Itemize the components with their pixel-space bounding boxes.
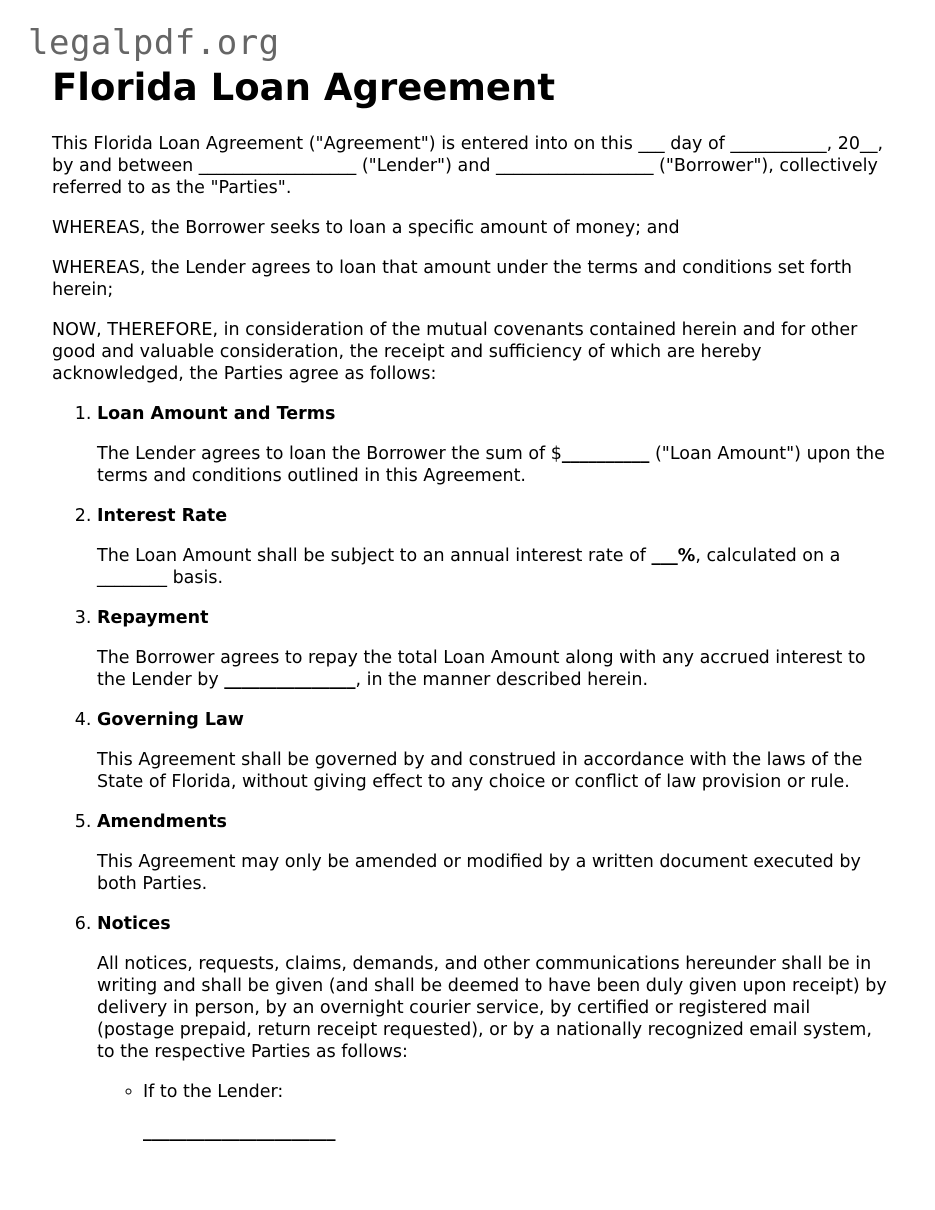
page-title: Florida Loan Agreement: [52, 66, 556, 109]
section-governing-law: [97, 709, 892, 793]
section-body: This Agreement may only be amended or modified by a written document executed by both Parties.: [97, 852, 861, 894]
contact-label: If to the Lender:: [143, 1082, 284, 1102]
loan-amount-blank: __________: [561, 444, 650, 464]
lender-address-blank: ______________________: [143, 1122, 336, 1142]
notice-contacts-list: [97, 1081, 892, 1143]
section-body: [97, 443, 892, 487]
body-text: The Lender agrees to loan the Borrower the sum of $: [97, 444, 562, 464]
list-item: [143, 1081, 892, 1143]
section-title: Governing Law: [97, 710, 244, 730]
watermark: legalpdf.org: [28, 23, 280, 63]
section-amendments: [97, 811, 892, 895]
section-interest-rate: [97, 505, 892, 589]
whereas-paragraph-1: WHEREAS, the Borrower seeks to loan a specific amount of money; and: [52, 218, 680, 238]
body-text: The Borrower agrees to repay the total Loan Amount along with any accrued interest to the Lender by: [97, 648, 866, 690]
section-title: Loan Amount and Terms: [97, 404, 336, 424]
section-body: This Agreement shall be governed by and construed in accordance with the laws of the State of Florida, without giving effect to any choice or conflict of law provision or rule.: [97, 750, 863, 792]
body-text: ("Loan Amount") upon the terms and conditions outlined in this Agreement.: [97, 444, 885, 486]
body-text: The Loan Amount shall be subject to an annual interest rate of: [97, 546, 652, 566]
section-loan-amount: [97, 403, 892, 487]
section-title: Notices: [97, 914, 171, 934]
section-title: Amendments: [97, 812, 227, 832]
sections-list: [52, 403, 892, 1143]
section-title: Interest Rate: [97, 506, 228, 526]
intro-paragraph: This Florida Loan Agreement ("Agreement") is entered into on this ___ day of ___________, 20__, by and between __________________ ("Lender") and __________________ ("Borrower"), collectively referred to as the "Parties".: [52, 134, 884, 198]
repayment-date-blank: _______________: [224, 670, 356, 690]
section-body: All notices, requests, claims, demands, and other communications hereunder shall be in writing and shall be given (and shall be deemed to have been duly given upon receipt) by delivery in person, by an overnight courier service, by certified or registered mail (postage prepaid, return receipt requested), or by a nationally recognized email system, to the respective Parties as follows:: [97, 954, 887, 1062]
section-body: [97, 545, 892, 589]
section-notices: [97, 913, 892, 1143]
interest-rate-blank: ___%: [651, 546, 696, 566]
section-body: [97, 647, 892, 691]
body-text: , in the manner described herein.: [355, 670, 649, 690]
whereas-paragraph-2: WHEREAS, the Lender agrees to loan that amount under the terms and conditions set forth herein;: [52, 258, 853, 300]
section-repayment: [97, 607, 892, 691]
body-text: , calculated on a ________ basis.: [97, 546, 841, 588]
now-therefore-paragraph: NOW, THEREFORE, in consideration of the mutual covenants contained herein and for other good and valuable consideration, the receipt and sufficiency of which are hereby acknowledged, the Parties agree as follows:: [52, 320, 858, 384]
section-title: Repayment: [97, 608, 209, 628]
document-page: [52, 66, 892, 1161]
